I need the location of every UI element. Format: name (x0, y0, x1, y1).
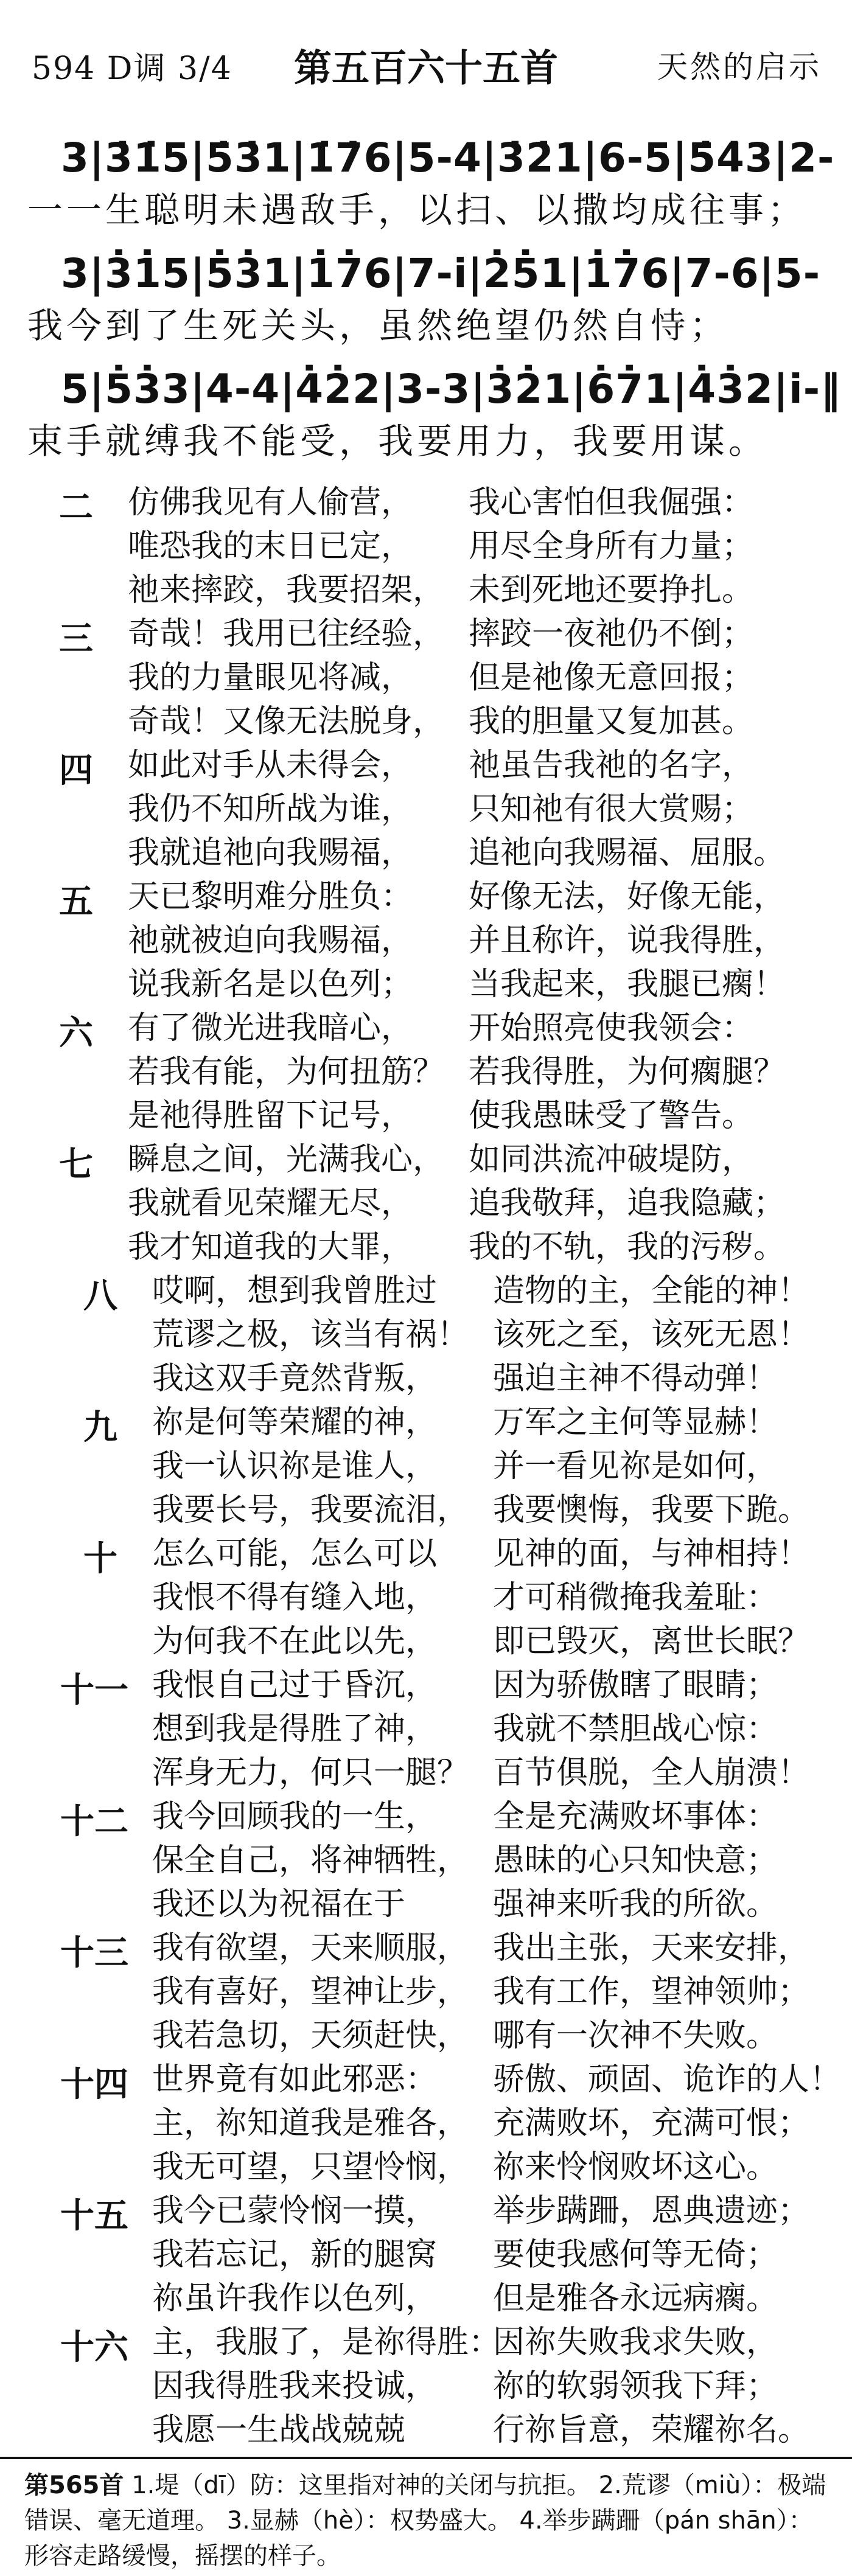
verse-line: 我的力量眼见将减， (128, 660, 413, 696)
verse-right-column (469, 875, 785, 1006)
footnote-divider (0, 2457, 852, 2459)
verse-line: 我的胆量又复加甚。 (469, 703, 754, 740)
verse-number: 四 (59, 751, 93, 790)
verse-number: 十 (83, 1539, 117, 1579)
verse-line: 为何我不在此以先， (152, 1623, 438, 1660)
verse-line: 我要长号，我要流泪， (152, 1492, 469, 1528)
footnote-label: 第565首 (24, 2471, 124, 2499)
verse-line: 保全自己，将神牺牲， (152, 1842, 469, 1879)
verse-line: 哎啊，想到我曾胜过 (152, 1273, 438, 1309)
verse-line: 强迫主神不得动弹！ (493, 1360, 778, 1397)
verse-left-column (128, 875, 413, 1006)
verse-line: 但是雅各永远病瘸。 (493, 2280, 778, 2317)
music-lyrics: 束手就缚我不能受，我要用力，我要用谋。 (27, 420, 768, 462)
verse-line: 浑身无力，何只一腿？ (152, 1755, 469, 1791)
verse-line: 祢是何等荣耀的神， (152, 1404, 438, 1441)
verse-line: 祢的软弱领我下拜； (493, 2368, 778, 2404)
music-lyrics: 一一生聪明未遇敌手，以扫、以撒均成往事； (27, 189, 807, 231)
verse-line: 主，我服了，是祢得胜： (152, 2324, 501, 2361)
verse-line: 主，祢知道我是雅各， (152, 2105, 469, 2142)
verse-number: 六 (59, 1014, 93, 1053)
verse-line: 奇哉！我用已往经验， (128, 616, 445, 652)
verse-left-column (152, 1926, 469, 2058)
verse-line: 我这双手竟然背叛， (152, 1360, 438, 1397)
verse-line: 我的不轨，我的污秽。 (469, 1229, 786, 1265)
verse-line: 追我敬拜，追我隐藏； (469, 1185, 786, 1222)
verse-line: 荒谬之极，该当有祸！ (152, 1317, 469, 1353)
verse-line: 想到我是得胜了神， (152, 1711, 438, 1747)
verse-right-column (493, 2058, 841, 2189)
music-line-2 (27, 246, 828, 350)
verse-line: 我就看见荣耀无尽， (128, 1185, 413, 1222)
footnote (24, 2468, 834, 2574)
verse-line: 见神的面，与神相持！ (493, 1536, 810, 1572)
verse-line: 祂来摔跤，我要招架， (128, 572, 445, 608)
verse-line: 我仍不知所战为谁， (128, 791, 413, 827)
verse-line: 追祂向我赐福、屈服。 (469, 835, 786, 871)
verse-line: 好像无法，好像无能， (469, 879, 786, 915)
verse-right-column (469, 743, 785, 875)
verse-number: 二 (59, 488, 93, 527)
verse-line: 若我有能，为何扭筋？ (128, 1054, 445, 1090)
verse-right-column (493, 1401, 809, 1532)
verse-right-column (493, 1926, 809, 2058)
verse-number: 三 (59, 619, 93, 659)
verse-number: 八 (83, 1276, 117, 1316)
verse-line: 怎么可能，怎么可以 (152, 1536, 438, 1572)
verse-line: 只知祂有很大赏赐； (469, 791, 754, 827)
verse-line: 仿佛我见有人偷营， (128, 484, 413, 521)
verse-left-column (152, 1663, 469, 1795)
verse-line: 我就不禁胆战心惊： (493, 1711, 778, 1747)
verse-right-column (493, 2320, 809, 2452)
verse-line: 并且称许，说我得胜， (469, 922, 786, 959)
footnote-text: 1.堤（dī）防：这里指对神的关闭与抗拒。 2.荒谬（miù）：极端错误、毫无道理。 3.显赫（hè）：权势盛大。 4.举步蹒跚（pán shān）：形容走路缓慢，摇摆的样子。 (24, 2471, 826, 2570)
music-notes: 3|3̇1̇5|5̇3̇1|1̇7̇6|7-i|2̇5̇1|1̇7̇6|7-6|5- (61, 250, 821, 297)
verse-line: 是祂得胜留下记号， (128, 1098, 413, 1134)
verse-line: 我今已蒙怜悯一摸， (152, 2193, 438, 2229)
verse-line: 祢虽许我作以色列， (152, 2280, 438, 2317)
verse-line: 我恨自己过于昏沉， (152, 1667, 438, 1704)
verse-line: 骄傲、顽固、诡诈的人！ (493, 2061, 842, 2098)
verse-number: 七 (59, 1145, 93, 1185)
verse-line: 我就追祂向我赐福， (128, 835, 413, 871)
verse-number: 十六 (60, 2328, 128, 2367)
verse-line: 但是祂像无意回报； (469, 660, 754, 696)
verse-line: 当我起来，我腿已瘸！ (469, 966, 786, 1003)
hymn-subtitle: 天然的启示 (657, 49, 822, 85)
verse-left-column (152, 2058, 469, 2189)
verse-line: 我要懊悔，我要下跪。 (493, 1492, 810, 1528)
verse-line: 因祢失败我求失败， (493, 2324, 778, 2361)
verse-left-column (152, 2189, 437, 2320)
verse-line: 我还以为祝福在于 (152, 1886, 406, 1923)
music-line-1 (27, 131, 835, 234)
verse-line: 祢来怜悯败坏这心。 (493, 2149, 778, 2185)
music-line-3 (27, 362, 842, 465)
verse-line: 举步蹒跚，恩典遗迹； (493, 2193, 810, 2229)
verse-right-column (469, 612, 753, 743)
verse-line: 开始照亮使我领会： (469, 1010, 754, 1046)
verse-line: 即已毁灭，离世长眠？ (493, 1623, 810, 1660)
verse-line: 要使我感何等无倚； (493, 2237, 778, 2273)
verse-left-column (128, 481, 444, 612)
verse-line: 因为骄傲瞎了眼睛； (493, 1667, 778, 1704)
verse-line: 我恨不得有缝入地， (152, 1579, 438, 1616)
verse-line: 唯恐我的末日已定， (128, 528, 413, 565)
verse-left-column (128, 1138, 444, 1269)
verse-line: 强神来听我的所欲。 (493, 1886, 778, 1923)
verse-line: 因我得胜我来投诚， (152, 2368, 438, 2404)
verse-right-column (493, 2189, 809, 2320)
verse-left-column (128, 743, 413, 875)
music-lyrics: 我今到了生死关头，虽然绝望仍然自恃； (27, 305, 729, 346)
verse-line: 瞬息之间，光满我心， (128, 1141, 445, 1178)
verse-line: 全是充满败坏事体： (493, 1798, 778, 1835)
verse-number: 五 (59, 882, 93, 922)
verse-left-column (152, 2320, 500, 2452)
verse-16 (0, 2320, 852, 2479)
verse-line: 我无可望，只望怜悯， (152, 2149, 469, 2185)
verse-number: 十一 (60, 1671, 128, 1710)
verse-right-column (493, 1663, 809, 1795)
verse-line: 百节俱脱，全人崩溃！ (493, 1755, 810, 1791)
verse-right-column (469, 481, 753, 612)
verse-line: 摔跤一夜祂仍不倒； (469, 616, 754, 652)
header (24, 43, 828, 103)
verse-line: 用尽全身所有力量； (469, 528, 754, 565)
verse-number: 十三 (60, 1934, 128, 1973)
verse-line: 如同洪流冲破堤防， (469, 1141, 754, 1178)
verse-line: 该死之至，该死无恩！ (493, 1317, 810, 1353)
verse-line: 祂就被迫向我赐福， (128, 922, 413, 959)
verse-line: 奇哉！又像无法脱身， (128, 703, 445, 740)
verse-line: 使我愚昧受了警告。 (469, 1098, 754, 1134)
verse-right-column (493, 1269, 809, 1401)
verse-line: 我心害怕但我倔强： (469, 484, 754, 521)
music-notes: 3|3̇1̇5|5̇3̇1|1̇7̇6|5-4|3̇2̇1|6-5|5̇4̇3|2- (61, 134, 835, 181)
verse-line: 如此对手从未得会， (128, 747, 413, 784)
verse-left-column (152, 1795, 469, 1926)
music-notes: 5|5̇3̇3|4-4|4̇2̇2|3-3|3̇2̇1|6̇7̇1|4̇3̇2|i-‖ (61, 366, 842, 413)
verse-left-column (152, 1401, 469, 1532)
verse-line: 我才知道我的大罪， (128, 1229, 413, 1265)
verse-line: 我有喜好，望神让步， (152, 1974, 469, 2010)
verse-right-column (493, 1532, 809, 1663)
verse-line: 充满败坏，充满可恨； (493, 2105, 810, 2142)
verse-line: 世界竟有如此邪恶： (152, 2061, 438, 2098)
verse-line: 我愿一生战战兢兢 (152, 2412, 406, 2448)
verse-line: 我有工作，望神领帅； (493, 1974, 810, 2010)
verse-line: 说我新名是以色列； (128, 966, 413, 1003)
hymn-number-key-time: 594 D调 3/4 (32, 50, 232, 87)
verse-line: 我有欲望，天来顺服， (152, 1930, 469, 1966)
verse-right-column (469, 1138, 785, 1269)
verse-left-column (128, 1006, 444, 1138)
verse-line: 未到死地还要挣扎。 (469, 572, 754, 608)
verse-line: 我今回顾我的一生， (152, 1798, 438, 1835)
verse-left-column (128, 612, 444, 743)
verse-right-column (493, 1795, 778, 1926)
verse-line: 哪有一次神不失败。 (493, 2017, 778, 2054)
verse-number: 十五 (60, 2196, 128, 2236)
verse-left-column (152, 1532, 437, 1663)
verse-line: 若我得胜，为何瘸腿？ (469, 1054, 786, 1090)
verse-line: 祂虽告我祂的名字， (469, 747, 754, 784)
verse-line: 并一看见祢是如何， (493, 1448, 778, 1485)
verse-line: 我出主张，天来安排， (493, 1930, 810, 1966)
verse-line: 万军之主何等显赫！ (493, 1404, 778, 1441)
verse-line: 天已黎明难分胜负： (128, 879, 413, 915)
verse-line: 我一认识祢是谁人， (152, 1448, 438, 1485)
verse-line: 行祢旨意，荣耀祢名。 (493, 2412, 810, 2448)
verse-line: 愚昧的心只知快意； (493, 1842, 778, 1879)
verse-number: 九 (83, 1408, 117, 1447)
verse-number: 十四 (60, 2065, 128, 2104)
verse-number: 十二 (60, 1802, 128, 1842)
verse-line: 才可稍微掩我羞耻： (493, 1579, 778, 1616)
hymn-title: 第五百六十五首 (293, 46, 558, 90)
verse-line: 有了微光进我暗心， (128, 1010, 413, 1046)
verse-line: 造物的主，全能的神！ (493, 1273, 810, 1309)
verse-line: 我若急切，天须赶快， (152, 2017, 469, 2054)
verse-right-column (469, 1006, 785, 1138)
verse-left-column (152, 1269, 469, 1401)
verse-line: 我若忘记，新的腿窝 (152, 2237, 438, 2273)
